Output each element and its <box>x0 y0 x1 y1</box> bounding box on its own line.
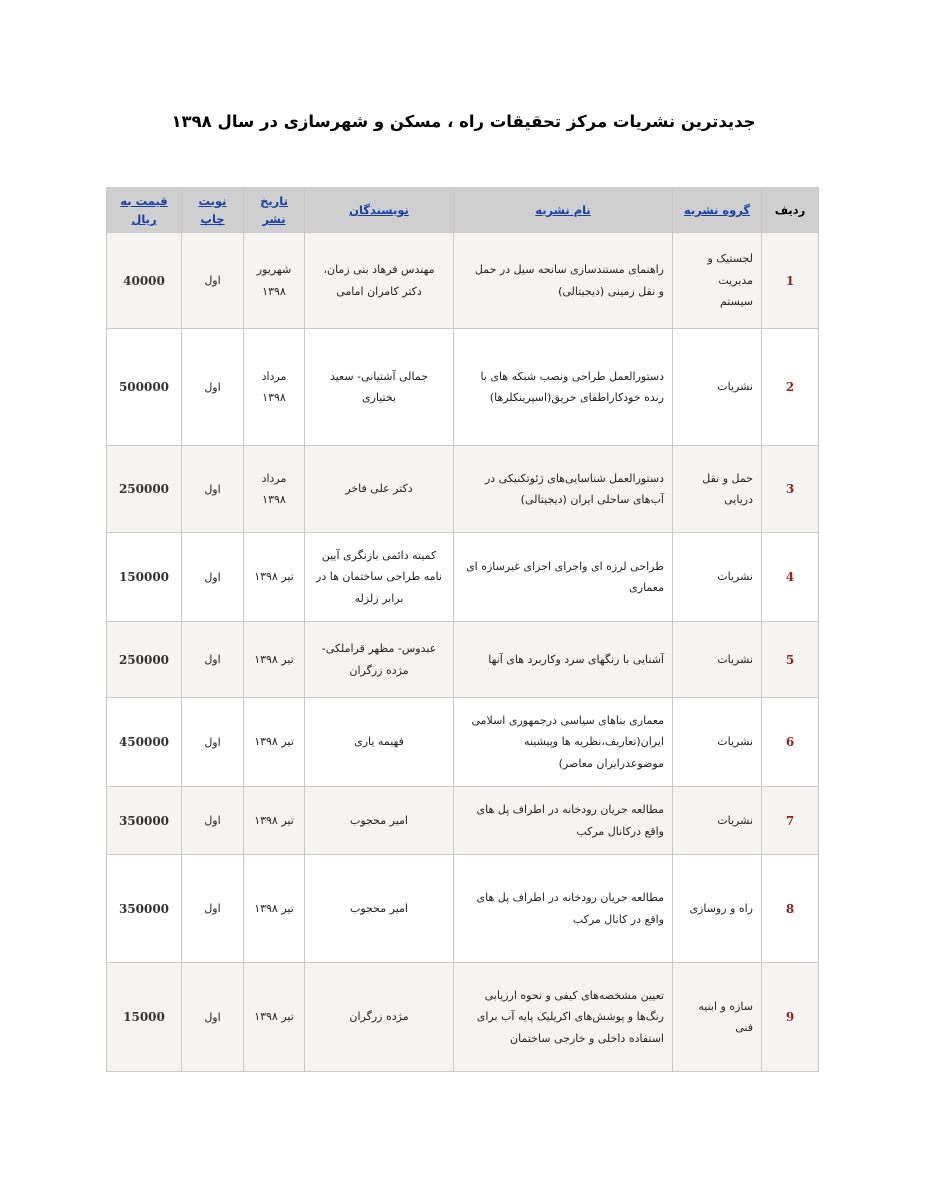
publication-authors-line: مژده زرگران <box>349 663 409 677</box>
publication-name <box>454 233 673 329</box>
publication-group <box>673 787 762 855</box>
publication-name-line: راهنمای مستندسازی سانحه سیل در حمل <box>474 263 664 277</box>
publication-authors-line: مژده زرگران <box>349 1010 409 1024</box>
header-date[interactable]: تاریخ نشر <box>244 188 305 233</box>
publication-group-line: نشریات <box>717 813 753 827</box>
header-row-number: ردیف <box>762 188 819 233</box>
publication-group <box>673 622 762 698</box>
publication-authors <box>305 233 454 329</box>
publication-price: 250000 <box>107 446 182 533</box>
publication-date <box>244 622 305 698</box>
row-number: 8 <box>762 855 819 963</box>
publication-date-line: ۱۳۹۸ <box>262 391 286 404</box>
table-row <box>107 855 819 963</box>
publication-authors-line: برابر زلزله <box>354 591 404 605</box>
publication-edition: اول <box>182 446 244 533</box>
publication-group <box>673 446 762 533</box>
publication-group-line: دریایی <box>724 493 753 506</box>
publication-authors <box>305 787 454 855</box>
publication-authors-line: امیر محجوب <box>350 901 408 915</box>
publication-name <box>454 622 673 698</box>
header-name[interactable]: نام نشریه <box>454 188 673 233</box>
publication-name-line: آشنایی با رنگهای سرد وکاربرد های آنها <box>488 652 664 666</box>
publication-name <box>454 329 673 446</box>
publication-date <box>244 329 305 446</box>
publication-authors-line: دکتر کامران امامی <box>336 284 422 298</box>
row-number: 9 <box>762 963 819 1072</box>
publication-date-line: تیر ۱۳۹۸ <box>254 735 294 749</box>
publication-group-line: حمل و نقل <box>702 471 753 485</box>
publication-group-line: نشریات <box>717 735 753 749</box>
header-row <box>107 188 819 233</box>
publication-date-line: شهریور <box>256 263 292 277</box>
publication-authors-line: کمیته دائمی بازنگری آیین <box>321 548 437 562</box>
table-row <box>107 533 819 622</box>
publication-authors-line: نامه طراحی ساختمان ها در <box>316 570 442 584</box>
page-title: جدیدترین نشریات مرکز تحقیقات راه ، مسکن و شهرسازی در سال ۱۳۹۸ <box>171 112 756 131</box>
table-row <box>107 233 819 329</box>
publication-name-line: رنده خودکاراطفای حریق(اسپرینکلرها) <box>489 391 664 404</box>
publication-name-line: طراحی لرزه ای واجرای اجزای غیرسازه ای <box>466 559 664 573</box>
publication-authors-line: بختیاری <box>361 391 397 404</box>
publication-date-line: تیر ۱۳۹۸ <box>254 901 294 915</box>
publication-name-line: دستورالعمل شناسایی‌های ژئوتکنیکی در <box>484 471 664 485</box>
publication-name-line: واقع درکانال مرکب <box>576 824 664 838</box>
publication-group-line: سیستم <box>720 295 753 309</box>
publication-authors <box>305 622 454 698</box>
header-group[interactable]: گروه نشریه <box>673 188 762 233</box>
publication-price: 40000 <box>107 233 182 329</box>
publication-group <box>673 533 762 622</box>
publication-name <box>454 446 673 533</box>
publication-name-line: دستورالعمل طراحی ونصب شبکه های با <box>480 369 664 383</box>
publication-edition: اول <box>182 533 244 622</box>
publication-authors <box>305 533 454 622</box>
publication-name-line: رنگ‌ها و پوشش‌های اکریلیک پایه آب برای <box>476 1010 664 1024</box>
publication-authors-line: مهندس فرهاد بنی زمان، <box>323 263 435 277</box>
publication-name <box>454 855 673 963</box>
publication-authors <box>305 698 454 787</box>
table-row <box>107 787 819 855</box>
table-row <box>107 622 819 698</box>
publication-name-line: معماری <box>629 581 664 594</box>
publication-group <box>673 233 762 329</box>
publication-authors-line: دکتر علی فاخر <box>345 482 413 496</box>
publication-edition: اول <box>182 855 244 963</box>
publication-price: 250000 <box>107 622 182 698</box>
publication-name-line: معماری بناهای سیاسی درجمهوری اسلامی <box>471 713 664 727</box>
publication-name-line: آب‌های ساحلی ایران (دیجیتالی) <box>520 493 664 506</box>
publication-group-line: نشریات <box>717 380 753 394</box>
publication-price: 350000 <box>107 787 182 855</box>
publication-edition: اول <box>182 622 244 698</box>
publication-date <box>244 698 305 787</box>
publication-authors-line: فهیمه یاری <box>354 735 404 749</box>
publication-edition: اول <box>182 963 244 1072</box>
publication-authors <box>305 855 454 963</box>
publication-date <box>244 963 305 1072</box>
table-row <box>107 963 819 1072</box>
publication-group <box>673 855 762 963</box>
row-number: 3 <box>762 446 819 533</box>
publication-authors <box>305 963 454 1072</box>
publication-authors-line: جمالی آشتیانی- سعید <box>329 369 429 383</box>
row-number: 4 <box>762 533 819 622</box>
table-row <box>107 446 819 533</box>
publication-date-line: تیر ۱۳۹۸ <box>254 652 294 666</box>
row-number: 6 <box>762 698 819 787</box>
publication-date-line: تیر ۱۳۹۸ <box>254 813 294 827</box>
publication-date-line: مرداد <box>261 471 287 485</box>
publication-group <box>673 329 762 446</box>
header-edition[interactable]: نوبت چاپ <box>182 188 244 233</box>
publication-name-line: مطالعه جریان رودخانه در اطراف پل های <box>476 891 664 905</box>
publication-price: 150000 <box>107 533 182 622</box>
publication-edition: اول <box>182 698 244 787</box>
publication-date <box>244 533 305 622</box>
publication-authors-line: امیر محجوب <box>350 813 408 827</box>
publication-group-line: لجستیک و <box>707 252 753 266</box>
publication-name-line: ایران(تعاریف،نظریه ها وپیشینه <box>524 735 664 749</box>
publication-edition: اول <box>182 233 244 329</box>
publication-name-line: تعیین مشخصه‌های کیفی و نحوه ارزیابی <box>484 988 664 1002</box>
publication-group-line: نشریات <box>717 652 753 666</box>
publication-authors <box>305 446 454 533</box>
publication-group-line: راه و روسازی <box>689 901 753 915</box>
row-number: 7 <box>762 787 819 855</box>
publication-name-line: و نقل زمینی (دیجیتالی) <box>558 284 664 298</box>
publication-date <box>244 855 305 963</box>
publication-price: 15000 <box>107 963 182 1072</box>
publication-date-line: تیر ۱۳۹۸ <box>254 570 294 584</box>
publication-date-line: تیر ۱۳۹۸ <box>254 1010 294 1024</box>
publication-name <box>454 963 673 1072</box>
publication-authors <box>305 329 454 446</box>
publications-table <box>106 187 819 1072</box>
header-price[interactable]: قیمت به ریال <box>107 188 182 233</box>
publication-group-line: مدیریت <box>718 273 753 287</box>
publication-price: 500000 <box>107 329 182 446</box>
row-number: 1 <box>762 233 819 329</box>
publication-date <box>244 233 305 329</box>
publication-name <box>454 787 673 855</box>
publication-price: 350000 <box>107 855 182 963</box>
publication-date-line: ۱۳۹۸ <box>262 493 286 506</box>
publication-name-line: استفاده داخلی و خارجی ساختمان <box>510 1031 664 1045</box>
publication-price: 450000 <box>107 698 182 787</box>
publication-edition: اول <box>182 329 244 446</box>
row-number: 2 <box>762 329 819 446</box>
publication-name <box>454 533 673 622</box>
table-row <box>107 698 819 787</box>
publication-date-line: مرداد <box>261 369 287 383</box>
header-authors[interactable]: نویسندگان <box>305 188 454 233</box>
publication-date <box>244 787 305 855</box>
row-number: 5 <box>762 622 819 698</box>
publication-group-line: سازه و ابنیه <box>698 999 753 1013</box>
publication-authors-line: عبدوس- مظهر قراملکی- <box>321 642 437 656</box>
publication-date <box>244 446 305 533</box>
publication-group <box>673 698 762 787</box>
publication-name-line: واقع در کانال مرکب <box>572 912 664 926</box>
publication-group <box>673 963 762 1072</box>
publication-group-line: نشریات <box>717 570 753 584</box>
publication-group-line: فنی <box>735 1021 753 1034</box>
publication-name-line: مطالعه جریان رودخانه در اطراف پل های <box>476 803 664 817</box>
publication-name-line: موضوعدرایران معاصر) <box>558 756 664 770</box>
publication-edition: اول <box>182 787 244 855</box>
publication-date-line: ۱۳۹۸ <box>262 284 286 298</box>
table-row <box>107 329 819 446</box>
publication-name <box>454 698 673 787</box>
